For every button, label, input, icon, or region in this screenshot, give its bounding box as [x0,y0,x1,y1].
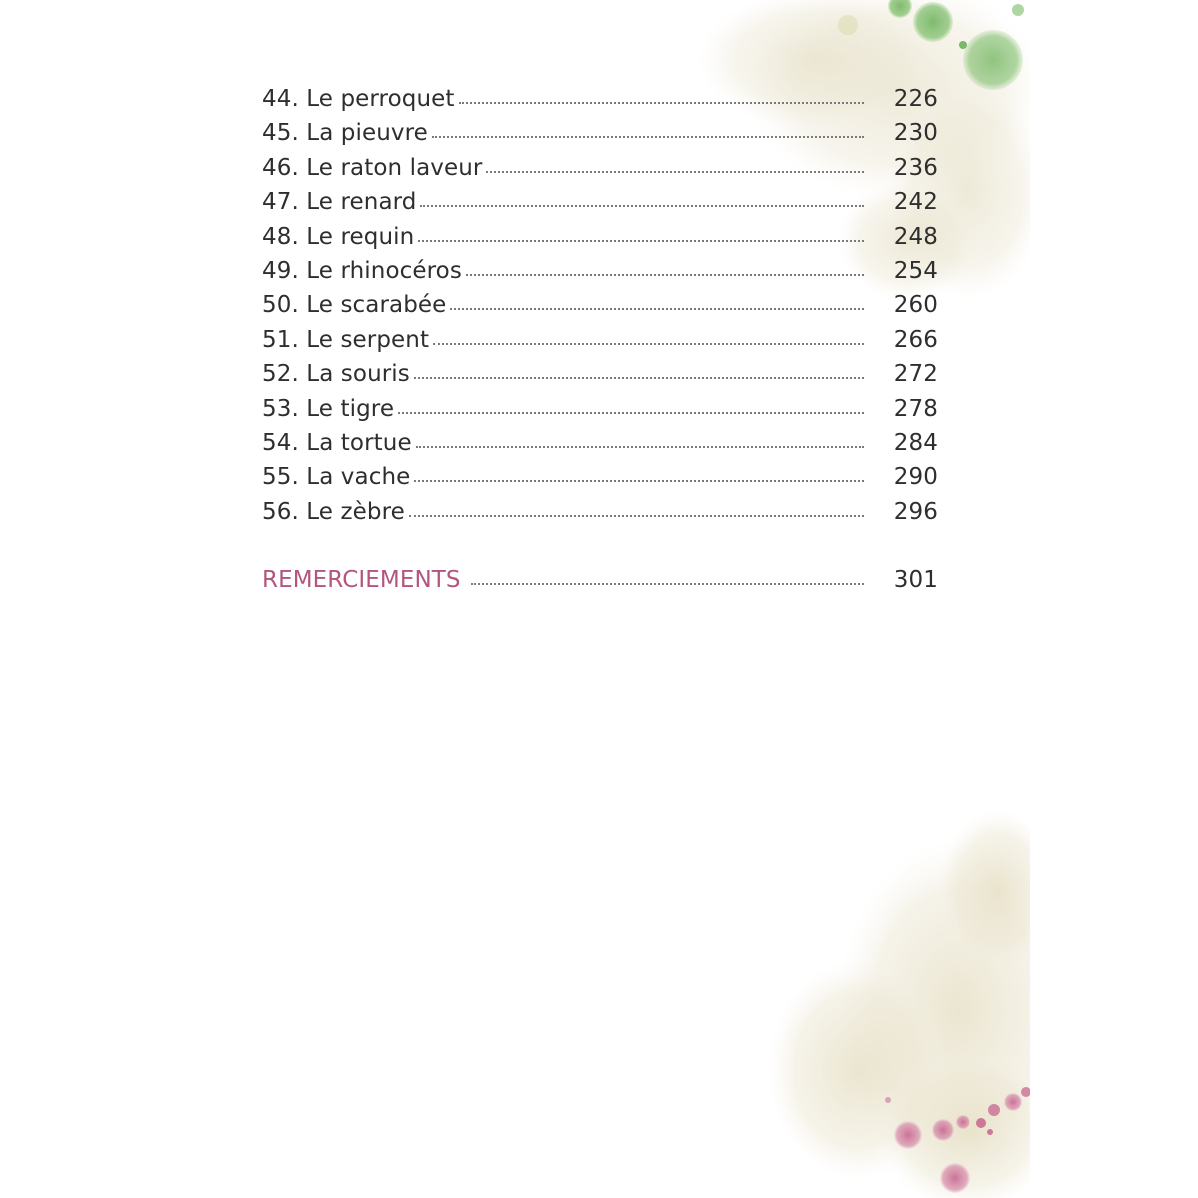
dot-leader [409,513,864,517]
toc-entry[interactable] [262,327,938,361]
watercolor-splash-bottom [768,800,1030,1198]
toc-entry-page-number: 278 [893,395,938,422]
book-page [168,0,1030,1198]
toc-entry-title: 52. La souris [262,361,410,388]
toc-section-remerciements[interactable] [262,567,938,601]
toc-entry[interactable] [262,464,938,498]
dot-leader [486,169,864,173]
toc-entry-page-number: 254 [893,257,938,284]
toc-entry-title: 46. Le raton laveur [262,154,483,181]
table-of-contents [262,86,938,601]
toc-entry[interactable] [262,499,938,533]
toc-entry-title: 54. La tortue [262,429,412,456]
toc-entry[interactable] [262,292,938,326]
dot-leader [414,375,864,379]
dot-leader [471,581,864,585]
toc-entry-page-number: 236 [893,154,938,181]
toc-entry[interactable] [262,258,938,292]
toc-entry-title: 53. Le tigre [262,395,395,422]
toc-entry[interactable] [262,224,938,258]
toc-entry-title: 55. La vache [262,464,411,491]
toc-entry-page-number: 226 [893,86,938,112]
toc-entry-page-number: 266 [893,326,938,353]
dot-leader [416,444,864,448]
dot-leader [420,203,864,207]
toc-entry-title: 50. Le scarabée [262,292,447,319]
toc-entry[interactable] [262,361,938,395]
toc-entry[interactable] [262,430,938,464]
toc-entry-title: 47. Le renard [262,189,417,216]
toc-section-title: REMERCIEMENTS [262,567,461,594]
toc-section-page-number: 301 [893,567,938,594]
toc-entry-title: 49. Le rhinocéros [262,257,462,284]
toc-entry-page-number: 230 [893,120,938,147]
toc-entry-page-number: 248 [893,223,938,250]
toc-entry[interactable] [262,155,938,189]
toc-entry-page-number: 284 [893,429,938,456]
toc-entry[interactable] [262,86,938,120]
toc-entry-title: 44. Le perroquet [262,86,455,112]
dot-leader [433,341,864,345]
dot-leader [418,238,864,242]
dot-leader [450,306,864,310]
dot-leader [466,272,864,276]
toc-entry-title: 51. Le serpent [262,326,430,353]
dot-leader [432,134,864,138]
toc-entry-page-number: 290 [893,464,938,491]
toc-entry-page-number: 242 [893,189,938,216]
toc-entry-title: 48. Le requin [262,223,415,250]
toc-entry-page-number: 296 [893,498,938,525]
toc-entry-title: 45. La pieuvre [262,120,428,147]
toc-entry[interactable] [262,396,938,430]
toc-entry[interactable] [262,120,938,154]
toc-entry-title: 56. Le zèbre [262,498,405,525]
toc-entry-page-number: 260 [893,292,938,319]
toc-entry-page-number: 272 [893,361,938,388]
dot-leader [398,410,864,414]
dot-leader [414,478,864,482]
dot-leader [459,100,864,104]
toc-entry[interactable] [262,189,938,223]
